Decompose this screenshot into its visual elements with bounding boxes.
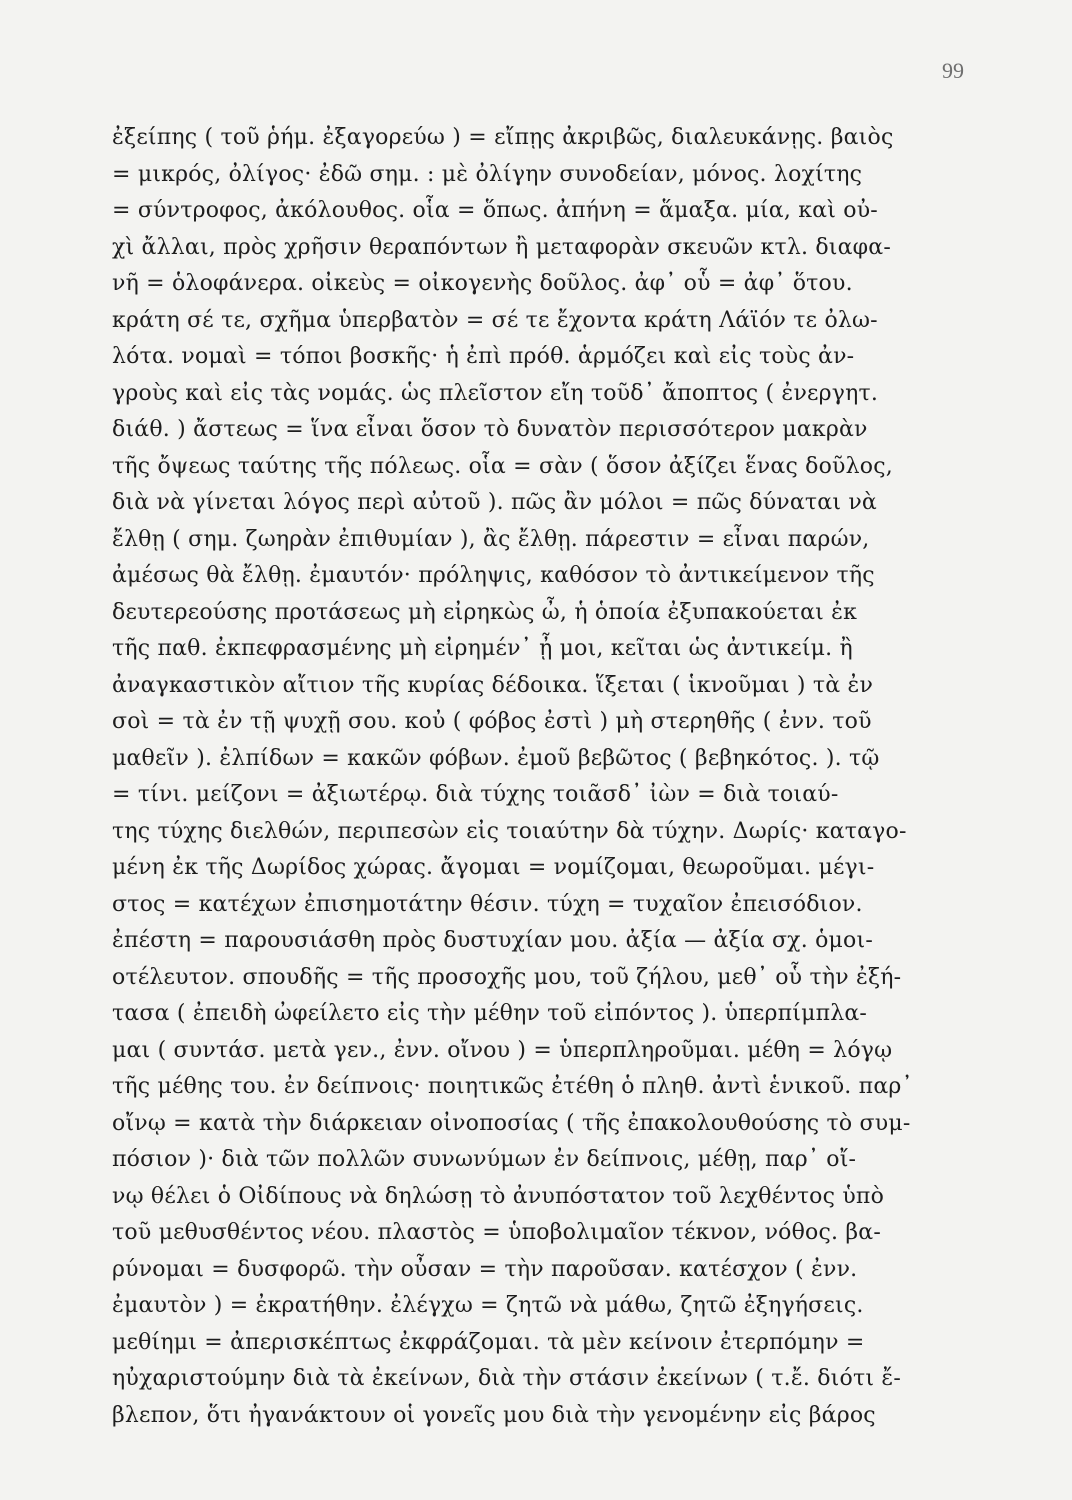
text-line: λότα. νομαὶ = τόποι βοσκῆς· ἡ ἐπὶ πρόθ. ἁρμόζει καὶ εἰς τοὺς ἀν- [112, 344, 855, 369]
text-line: τῆς παθ. ἐκπεφρασμένης μὴ εἰρημέν᾽ ᾖ μοι, κεῖται ὡς ἀντικείμ. ἢ [112, 636, 853, 661]
text-line: τῆς ὄψεως ταύτης τῆς πόλεως. οἷα = σὰν ( ὅσον ἀξίζει ἕνας δοῦλος, [112, 453, 893, 479]
text-line: χὶ ἄλλαι, πρὸς χρῆσιν θεραπόντων ἢ μεταφορὰν σκευῶν κτλ. διαφα- [112, 234, 891, 260]
text-line: της τύχης διελθών, περιπεσὼν εἰς τοιαύτην δὰ τύχην. Δωρίς· καταγο- [112, 818, 907, 844]
text-line: ἔλθῃ ( σημ. ζωηρὰν ἐπιθυμίαν ), ἂς ἔλθῃ. πάρεστιν = εἶναι παρών, [112, 526, 870, 552]
text-line: οἴνῳ = κατὰ τὴν διάρκειαν οἰνοποσίας ( τῆς ἐπακολουθούσης τὸ συμ- [112, 1110, 911, 1136]
text-line: κράτη σέ τε, σχῆμα ὑπερβατὸν = σέ τε ἔχοντα κράτη Λάϊόν τε ὀλω- [112, 307, 878, 333]
commentary-text [112, 120, 964, 1434]
text-line: = μικρός, ὀλίγος· ἐδῶ σημ. : μὲ ὀλίγην συνοδείαν, μόνος. λοχίτης [112, 161, 863, 187]
text-line: = σύντροφος, ἀκόλουθος. οἷα = ὅπως. ἀπήνη = ἅμαξα. μία, καὶ οὐ- [112, 198, 878, 223]
text-line: τῆς μέθης του. ἐν δείπνοις· ποιητικῶς ἐτέθη ὁ πληθ. ἀντὶ ἑνικοῦ. παρ᾽ [112, 1074, 913, 1099]
text-line: = τίνι. μείζονι = ἀξιωτέρῳ. διὰ τύχης τοιᾶσδ᾽ ἰὼν = διὰ τοιαύ- [112, 782, 839, 807]
text-line: ρύνομαι = δυσφορῶ. τὴν οὖσαν = τὴν παροῦσαν. κατέσχον ( ἐνν. [112, 1256, 858, 1282]
text-line: διὰ νὰ γίνεται λόγος περὶ αὐτοῦ ). πῶς ἂν μόλοι = πῶς δύναται νὰ [112, 490, 877, 515]
text-line: μαθεῖν ). ἐλπίδων = κακῶν φόβων. ἐμοῦ βεβῶτος ( βεβηκότος. ). τῷ [112, 745, 880, 771]
text-line: γροὺς καὶ εἰς τὰς νομάς. ὡς πλεῖστον εἴη τοῦδ᾽ ἄποπτος ( ἐνεργητ. [112, 380, 879, 406]
text-line: ἀμέσως θὰ ἔλθῃ. ἐμαυτόν· πρόληψις, καθόσον τὸ ἀντικείμενον τῆς [112, 563, 875, 588]
text-line: τασα ( ἐπειδὴ ὠφείλετο εἰς τὴν μέθην τοῦ εἰπόντος ). ὑπερπίμπλα- [112, 1001, 868, 1026]
text-line: διάθ. ) ἄστεως = ἵνα εἶναι ὅσον τὸ δυνατὸν περισσότερον μακρὰν [112, 417, 868, 442]
text-line: ἐμαυτὸν ) = ἐκρατήθην. ἐλέγχω = ζητῶ νὰ μάθω, ζητῶ ἐξηγήσεις. [112, 1293, 864, 1318]
text-line: στος = κατέχων ἐπισημοτάτην θέσιν. τύχη = τυχαῖον ἐπεισόδιον. [112, 891, 863, 917]
text-line: μένη ἐκ τῆς Δωρίδος χώρας. ἄγομαι = νομίζομαι, θεωροῦμαι. μέγι- [112, 855, 875, 880]
text-line: δευτερεούσης προτάσεως μὴ εἰρηκὼς ὦ, ἡ ὁποία ἐξυπακούεται ἐκ [112, 599, 858, 625]
text-line: νῳ θέλει ὁ Οἰδίπους νὰ δηλώσῃ τὸ ἀνυπόστατον τοῦ λεχθέντος ὑπὸ [112, 1183, 885, 1209]
text-line: ἐξείπης ( τοῦ ῥήμ. ἐξαγορεύω ) = εἴπῃς ἀκριβῶς, διαλευκάνῃς. βαιὸς [112, 125, 894, 150]
text-line: τοῦ μεθυσθέντος νέου. πλαστὸς = ὑποβολιμαῖον τέκνον, νόθος. βα- [112, 1220, 882, 1245]
text-line: μεθίημι = ἀπερισκέπτως ἐκφράζομαι. τὰ μὲν κείνοιν ἐτερπόμην = [112, 1329, 865, 1355]
text-line: νῆ = ὁλοφάνερα. οἰκεὺς = οἰκογενὴς δοῦλος. ἀφ᾽ οὗ = ἀφ᾽ ὅτου. [112, 271, 853, 296]
text-line: μαι ( συντάσ. μετὰ γεν., ἐνν. οἴνου ) = ὑπερπληροῦμαι. μέθη = λόγῳ [112, 1037, 893, 1063]
text-line: σοὶ = τὰ ἐν τῇ ψυχῇ σου. κοὐ ( φόβος ἐστὶ ) μὴ στερηθῆς ( ἐνν. τοῦ [112, 709, 872, 734]
text-line: βλεπον, ὅτι ἠγανάκτουν οἱ γονεῖς μου διὰ τὴν γενομένην εἰς βάρος [112, 1402, 876, 1428]
text-line: ἀναγκαστικὸν αἴτιον τῆς κυρίας δέδοικα. ἵξεται ( ἱκνοῦμαι ) τὰ ἐν [112, 672, 874, 698]
text-line: ἐπέστη = παρουσιάσθη πρὸς δυστυχίαν μου. ἀξία — ἀξία σχ. ὁμοι- [112, 928, 873, 953]
text-line: ηὐχαριστούμην διὰ τὰ ἐκείνων, διὰ τὴν στάσιν ἐκείνων ( τ.ἔ. διότι ἔ- [112, 1366, 901, 1391]
text-line: οτέλευτον. σπουδῆς = τῆς προσοχῆς μου, τοῦ ζήλου, μεθ᾽ οὗ τὴν ἐξή- [112, 964, 902, 990]
page-number: 99 [942, 58, 964, 83]
text-line: πόσιον )· διὰ τῶν πολλῶν συνωνύμων ἐν δείπνοις, μέθῃ, παρ᾽ οἴ- [112, 1147, 857, 1172]
